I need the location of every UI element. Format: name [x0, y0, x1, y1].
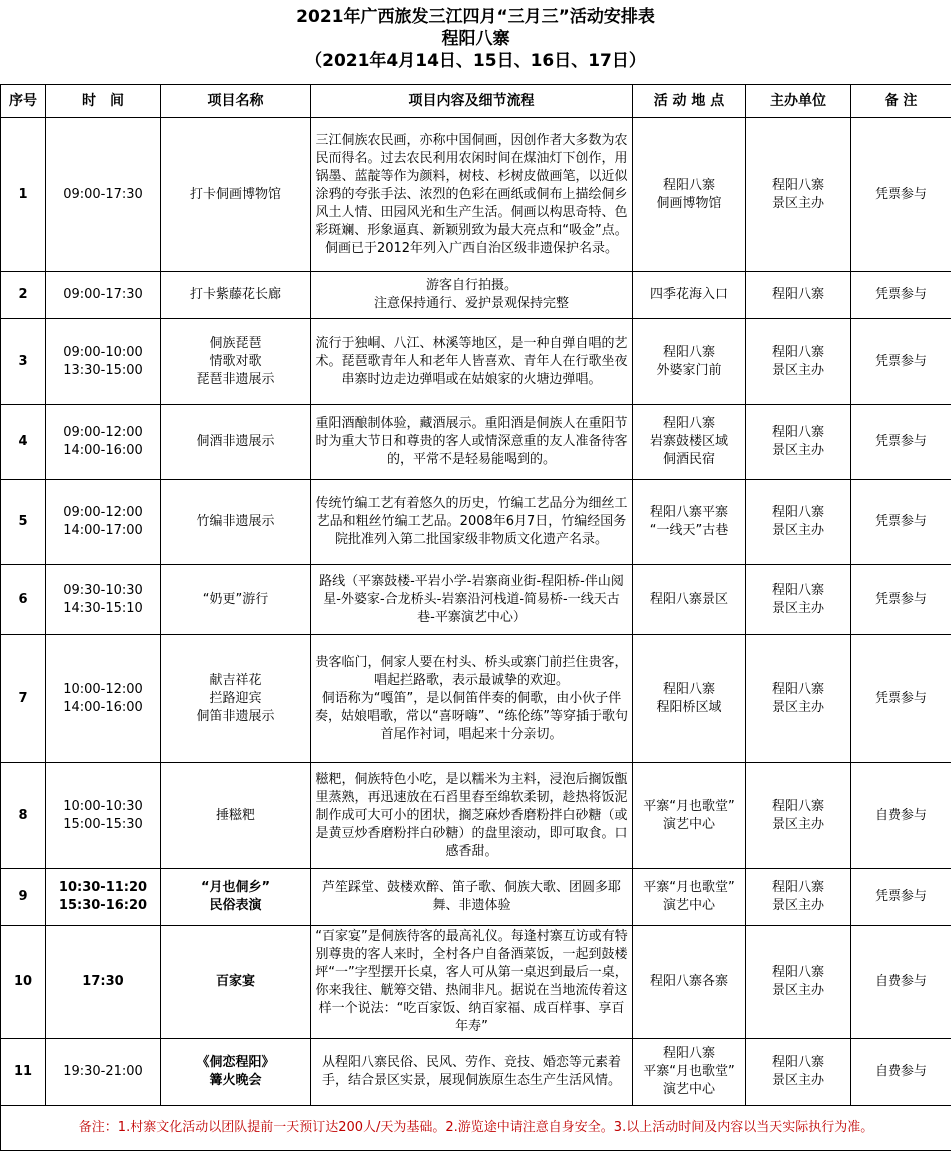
row-note: 凭票参与	[851, 635, 951, 763]
location-line: 程阳八寨景区	[649, 591, 728, 607]
row-content	[311, 635, 633, 763]
table-row	[1, 405, 951, 480]
row-note: 凭票参与	[851, 869, 951, 926]
row-project	[161, 565, 311, 635]
content-line: 路线（平寨鼓楼-平岩小学-岩寨商业街-程阳桥-伴山阅星-外婆家-合龙桥头-岩寨沿河栈道-简易桥-一线天古巷-平寨演艺中心）	[319, 573, 624, 625]
organizer-line: 程阳八寨	[771, 425, 824, 440]
row-project	[161, 319, 311, 405]
content-line: 从程阳八寨民俗、民风、劳作、竞技、婚恋等元素着手，结合景区实景，展现侗族原生态生产生活风情。	[321, 1055, 621, 1088]
header-time: 时 间	[46, 85, 161, 118]
time-line: 10:00-12:00	[63, 681, 143, 697]
table-row	[1, 763, 951, 869]
content-line: 流行于独峒、八江、林溪等地区，是一种自弹自唱的艺术。琵琶歌青年人和老年人皆喜欢、青年人在行歌坐夜串寨时边走边弹唱或在姑娘家的火塘边弹唱。	[315, 335, 628, 387]
time-line: 09:30-10:30	[63, 582, 143, 598]
row-organizer	[746, 118, 851, 272]
row-content	[311, 763, 633, 869]
organizer-line: 景区主办	[771, 523, 824, 538]
row-location	[633, 763, 746, 869]
row-number: 3	[1, 319, 46, 405]
organizer-line: 景区主办	[771, 898, 824, 913]
project-line: 篝火晚会	[209, 1073, 262, 1088]
row-location	[633, 118, 746, 272]
header-no: 序号	[1, 85, 46, 118]
row-location	[633, 405, 746, 480]
row-number: 9	[1, 869, 46, 926]
organizer-line: 景区主办	[771, 600, 824, 616]
row-number: 7	[1, 635, 46, 763]
organizer-line: 景区主办	[771, 816, 824, 832]
project-line: 百家宴	[215, 974, 255, 989]
row-note: 凭票参与	[851, 405, 951, 480]
row-time	[46, 635, 161, 763]
row-content	[311, 405, 633, 480]
row-project	[161, 1039, 311, 1106]
row-number: 2	[1, 272, 46, 319]
organizer-line: 程阳八寨	[771, 965, 824, 980]
location-line: 岩寨鼓楼区域	[649, 434, 728, 449]
row-time	[46, 763, 161, 869]
row-content	[311, 565, 633, 635]
time-line: 15:30-16:20	[58, 898, 148, 913]
time-line: 09:00-17:30	[63, 186, 143, 202]
organizer-line: 景区主办	[771, 195, 824, 211]
time-line: 09:00-10:00	[63, 344, 143, 360]
row-content	[311, 1039, 633, 1106]
table-row	[1, 926, 951, 1039]
row-note: 凭票参与	[851, 565, 951, 635]
schedule-table	[0, 84, 951, 1151]
location-line: 外婆家门前	[656, 362, 722, 378]
row-time	[46, 926, 161, 1039]
location-line: “一线天”古巷	[649, 523, 729, 538]
location-line: 侗酒民宿	[662, 452, 715, 467]
row-content	[311, 319, 633, 405]
header-organizer: 主办单位	[746, 85, 851, 118]
organizer-line: 程阳八寨	[771, 1055, 824, 1070]
row-time	[46, 565, 161, 635]
time-line: 10:00-10:30	[63, 798, 143, 814]
project-line: 琵琶非遗展示	[196, 371, 275, 387]
project-line: 打卡侗画博物馆	[189, 186, 281, 202]
location-line: 平寨“月也歌堂”	[643, 1064, 735, 1079]
row-location	[633, 635, 746, 763]
row-organizer	[746, 635, 851, 763]
time-line: 09:00-12:00	[63, 425, 143, 440]
row-location	[633, 272, 746, 319]
table-row	[1, 480, 951, 565]
row-organizer	[746, 319, 851, 405]
footer-row	[1, 1106, 951, 1151]
row-number: 5	[1, 480, 46, 565]
time-line: 14:00-16:00	[63, 699, 143, 715]
project-line: 侗笛非遗展示	[196, 708, 275, 724]
row-number: 6	[1, 565, 46, 635]
location-line: 程阳八寨各寨	[649, 974, 728, 989]
row-organizer	[746, 1039, 851, 1106]
content-line: 侗语称为“嘎笛”，是以侗笛伴奏的侗歌，由小伙子伴奏，姑娘唱歌，常以“喜呀嗨”、“练伦练”等穿插于歌句首尾作衬词，唱起来十分亲切。	[315, 690, 628, 742]
location-line: 程阳八寨平寨	[649, 505, 728, 520]
row-number: 11	[1, 1039, 46, 1106]
organizer-line: 景区主办	[771, 362, 824, 378]
organizer-line: 程阳八寨	[771, 798, 824, 814]
row-location	[633, 1039, 746, 1106]
row-time	[46, 405, 161, 480]
header-project: 项目名称	[161, 85, 311, 118]
time-line: 19:30-21:00	[63, 1064, 143, 1079]
project-line: “奶更”游行	[202, 591, 269, 607]
row-note: 自费参与	[851, 1039, 951, 1106]
row-time	[46, 319, 161, 405]
document-subtitle: 程阳八寨	[441, 29, 510, 49]
table-row	[1, 565, 951, 635]
project-line: 捶糍粑	[215, 807, 255, 823]
row-organizer	[746, 869, 851, 926]
content-line: 注意保持通行、爱护景观保持完整	[373, 296, 569, 311]
row-organizer	[746, 405, 851, 480]
location-line: 程阳八寨	[662, 416, 715, 431]
location-line: 平寨“月也歌堂”	[643, 798, 735, 814]
row-location	[633, 565, 746, 635]
table-row	[1, 869, 951, 926]
time-line: 17:30	[82, 974, 124, 989]
row-project	[161, 272, 311, 319]
row-note: 自费参与	[851, 926, 951, 1039]
organizer-line: 程阳八寨	[771, 880, 824, 895]
organizer-line: 程阳八寨	[771, 287, 824, 302]
project-line: “月也侗乡”	[200, 880, 271, 895]
project-line: 拦路迎宾	[209, 690, 262, 706]
row-note: 凭票参与	[851, 272, 951, 319]
row-content	[311, 118, 633, 272]
footer-note: 备注：1.村寨文化活动以团队提前一天预订达200人/天为基础。2.游览途中请注意自身安全。3.以上活动时间及内容以当天实际执行为准。	[1, 1106, 951, 1151]
content-line: 贵客临门，侗家人要在村头、桥头或寨门前拦住贵客，唱起拦路歌，表示最诚挚的欢迎。	[315, 654, 628, 688]
row-number: 1	[1, 118, 46, 272]
content-line: 传统竹编工艺有着悠久的历史，竹编工艺品分为细丝工艺品和粗丝竹编工艺品。2008年6月7日，竹编经国务院批准列入第二批国家级非物质文化遗产名录。	[315, 496, 628, 547]
row-project	[161, 635, 311, 763]
organizer-line: 程阳八寨	[771, 177, 824, 193]
table-row	[1, 1039, 951, 1106]
row-time	[46, 1039, 161, 1106]
time-line: 13:30-15:00	[63, 362, 143, 378]
row-project	[161, 869, 311, 926]
header-location: 活 动 地 点	[633, 85, 746, 118]
row-project	[161, 480, 311, 565]
row-organizer	[746, 565, 851, 635]
location-line: 程阳八寨	[662, 681, 715, 697]
row-project	[161, 118, 311, 272]
location-line: 四季花海入口	[649, 287, 728, 302]
row-note: 凭票参与	[851, 480, 951, 565]
table-row	[1, 272, 951, 319]
row-note: 自费参与	[851, 763, 951, 869]
time-line: 14:00-16:00	[63, 443, 143, 458]
location-line: 演艺中心	[662, 898, 715, 913]
time-line: 14:00-17:00	[63, 523, 143, 538]
table-row	[1, 319, 951, 405]
content-line: 糍粑，侗族特色小吃，是以糯米为主料，浸泡后搁饭甑里蒸熟，再迅速放在石舀里舂至绵软柔韧，趁热将饭泥制作成可大可小的团状，搁芝麻炒香磨粉拌白砂糖（或是黄豆炒香磨粉拌白砂糖）的盘里滚动，即可取食。口感香甜。	[315, 771, 628, 859]
row-content	[311, 480, 633, 565]
organizer-line: 景区主办	[771, 699, 824, 715]
content-line: 芦笙踩堂、鼓楼欢醉、笛子歌、侗族大歌、团圆多耶舞、非遗体验	[321, 880, 621, 913]
document-dates: （2021年4月14日、15日、16日、17日）	[305, 51, 646, 71]
organizer-line: 程阳八寨	[771, 582, 824, 598]
title-block	[0, 0, 951, 84]
content-line: 三江侗族农民画，亦称中国侗画，因创作者大多数为农民而得名。过去农民利用农闲时间在煤油灯下创作，用锅墨、蓝靛等作为颜料，树枝、杉树皮做画笔，以近似涂鸦的夸张手法、浓烈的色彩在画纸或侗布上描绘侗乡风土人情、田园风光和生产生活。侗画以构思奇特、色彩斑斓、形象逼真、新颖别致为最大亮点和“吸金”点。侗画已于2012年列入广西自治区级非遗保护名录。	[315, 132, 628, 256]
location-line: 程阳桥区域	[656, 699, 722, 715]
row-location	[633, 319, 746, 405]
row-number: 4	[1, 405, 46, 480]
organizer-line: 程阳八寨	[771, 505, 824, 520]
content-line: “百家宴”是侗族待客的最高礼仪。每逢村寨互访或有特别尊贵的客人来时，全村各户自备酒菜饭，一起到鼓楼坪“一”字型摆开长桌，客人可从第一桌迟到最后一桌，你来我往、觥筹交错、热闹非凡。据说在当地流传着这样一个说法：“吃百家饭、纳百家福、成百样事、享百年寿”	[315, 929, 628, 1034]
row-note: 凭票参与	[851, 319, 951, 405]
row-content	[311, 869, 633, 926]
row-location	[633, 480, 746, 565]
project-line: 侗族琵琶	[209, 335, 262, 351]
row-time	[46, 480, 161, 565]
location-line: 程阳八寨	[662, 1046, 715, 1061]
organizer-line: 景区主办	[771, 443, 824, 458]
location-line: 演艺中心	[662, 1082, 715, 1097]
organizer-line: 程阳八寨	[771, 344, 824, 360]
location-line: 程阳八寨	[662, 177, 715, 193]
content-line: 游客自行拍摄。	[425, 278, 517, 293]
row-project	[161, 926, 311, 1039]
row-number: 8	[1, 763, 46, 869]
document-title: 2021年广西旅发三江四月“三月三”活动安排表	[296, 7, 655, 27]
time-line: 15:00-15:30	[63, 816, 143, 832]
time-line: 09:00-17:30	[63, 287, 143, 302]
organizer-line: 景区主办	[771, 983, 824, 998]
row-project	[161, 763, 311, 869]
header-row	[1, 85, 951, 118]
project-line: 打卡紫藤花长廊	[189, 287, 281, 302]
table-row	[1, 635, 951, 763]
header-note: 备 注	[851, 85, 951, 118]
project-line: 情歌对歌	[209, 353, 262, 369]
location-line: 侗画博物馆	[656, 195, 722, 211]
row-time	[46, 869, 161, 926]
row-organizer	[746, 272, 851, 319]
row-organizer	[746, 480, 851, 565]
project-line: 民俗表演	[209, 898, 262, 913]
location-line: 演艺中心	[662, 816, 715, 832]
row-number: 10	[1, 926, 46, 1039]
organizer-line: 程阳八寨	[771, 681, 824, 697]
project-line: 侗酒非遗展示	[196, 434, 275, 449]
content-line: 重阳酒酿制体验，藏酒展示。重阳酒是侗族人在重阳节时为重大节日和尊贵的客人或情深意重的友人准备待客的，平常不是轻易能喝到的。	[315, 416, 628, 467]
row-organizer	[746, 763, 851, 869]
time-line: 14:30-15:10	[63, 600, 143, 616]
row-content	[311, 926, 633, 1039]
row-time	[46, 272, 161, 319]
row-project	[161, 405, 311, 480]
header-content: 项目内容及细节流程	[311, 85, 633, 118]
row-time	[46, 118, 161, 272]
project-line: 《侗恋程阳》	[196, 1055, 275, 1070]
project-line: 献吉祥花	[209, 672, 262, 688]
row-note: 凭票参与	[851, 118, 951, 272]
row-organizer	[746, 926, 851, 1039]
row-location	[633, 926, 746, 1039]
time-line: 10:30-11:20	[58, 880, 148, 895]
time-line: 09:00-12:00	[63, 505, 143, 520]
row-location	[633, 869, 746, 926]
location-line: 程阳八寨	[662, 344, 715, 360]
table-row	[1, 118, 951, 272]
row-content	[311, 272, 633, 319]
project-line: 竹编非遗展示	[196, 514, 275, 529]
organizer-line: 景区主办	[771, 1073, 824, 1088]
location-line: 平寨“月也歌堂”	[643, 880, 735, 895]
